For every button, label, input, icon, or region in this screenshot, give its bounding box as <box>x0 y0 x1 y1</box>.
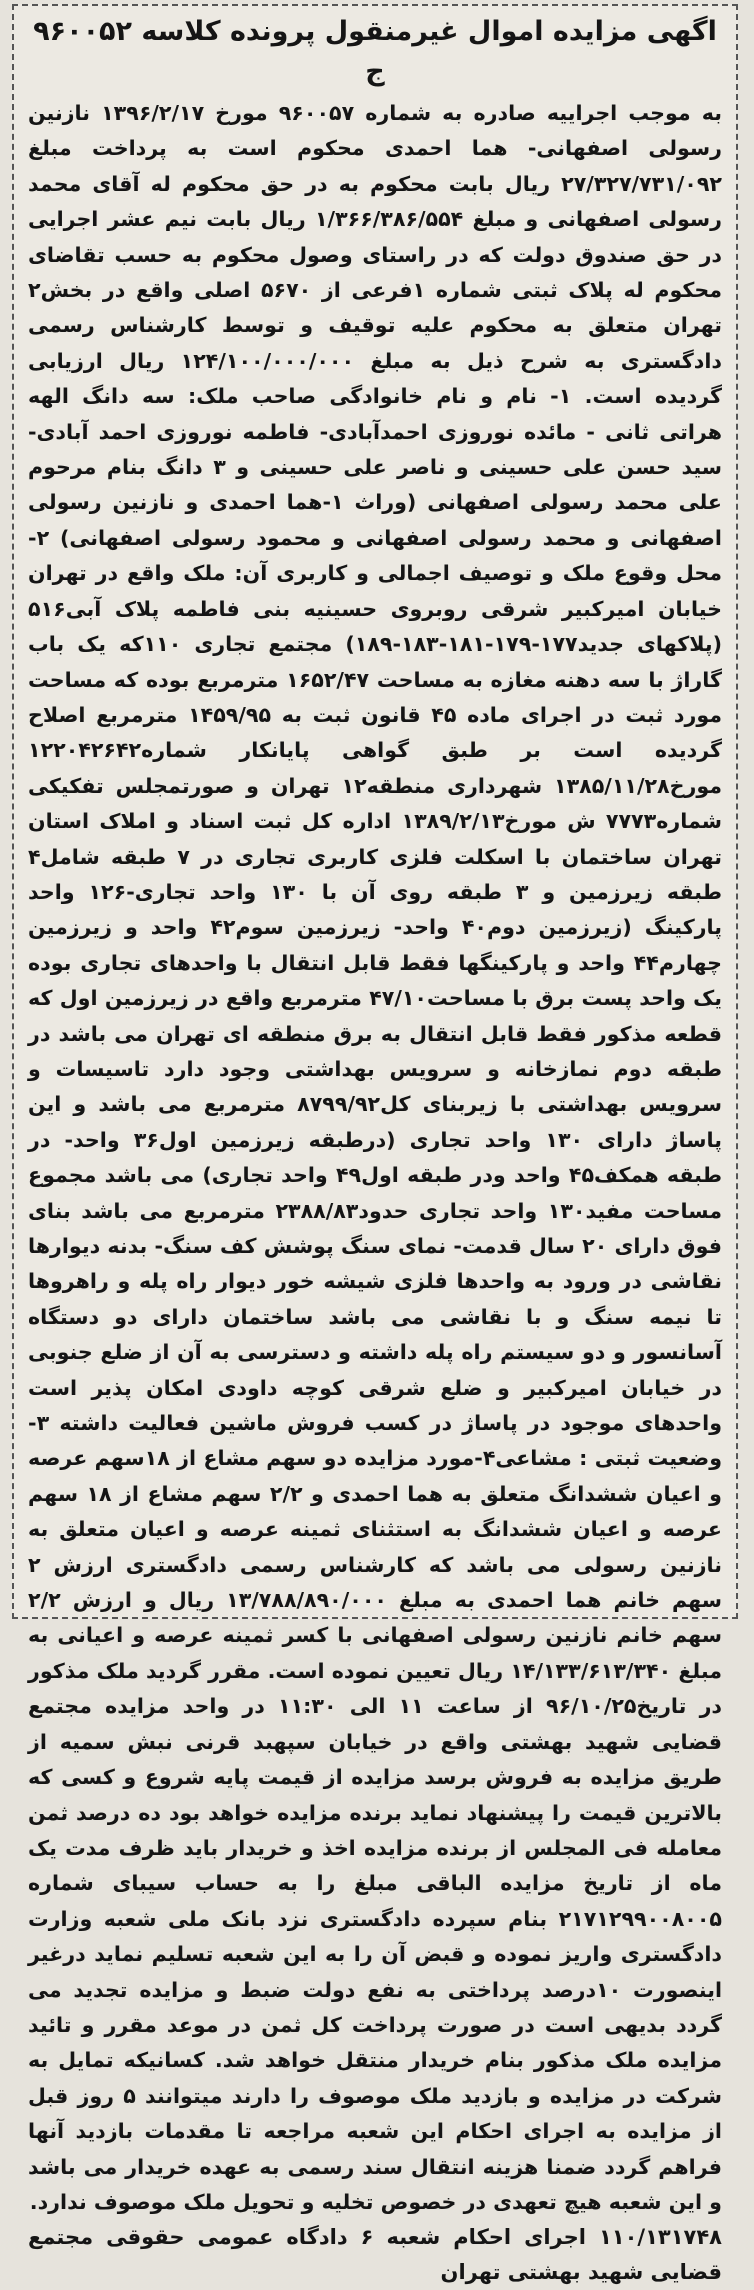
notice-clipping <box>12 4 738 2285</box>
notice-title: اگهی مزایده اموال غیرمنقول پرونده کلاسه ۹۶۰۰۵۲ ج <box>33 16 717 87</box>
notice-signature: ۱۱۰/۱۳۱۷۴۸ اجرای احکام شعبه ۶ دادگاه عمومی حقوقی مجتمع قضایی شهید بهشتی تهران <box>28 2225 722 2285</box>
notice-body: به موجب اجراییه صادره به شماره ۹۶۰۰۵۷ مورخ ۱۳۹۶/۲/۱۷ نازنین رسولی اصفهانی- هما احمدی محکوم است به پرداخت مبلغ ۲۷/۳۲۷/۷۳۱/۰۹۲ ریال بابت محکوم به در حق محکوم له آقای محمد رسولی اصفهانی و مبلغ ۱/۳۶۶/۳۸۶/۵۵۴ ریال بابت نیم عشر اجرایی در حق صندوق دولت که در راستای وصول محکوم به حسب تقاضای محکوم له پلاک ثبتی شماره ۱فرعی از ۵۶۷۰ اصلی واقع در بخش۲ تهران متعلق به محکوم علیه توقیف و توسط کارشناس رسمی دادگستری به شرح ذیل به مبلغ ۱۲۴/۱۰۰/۰۰۰/۰۰۰ ریال ارزیابی گردیده است. ۱- نام و نام خانوادگی صاحب ملک: سه دانگ الهه هراتی ثانی - مائده نوروزی احمدآبادی- فاطمه نوروزی احمد آبادی- سید حسن علی حسینی و ناصر علی حسینی و ۳ دانگ بنام مرحوم علی محمد رسولی اصفهانی (وراث ۱-هما احمدی و نازنین رسولی اصفهانی و محمد رسولی اصفهانی و محمود رسولی اصفهانی) ۲- محل وقوع ملک و توصیف اجمالی و کاربری آن: ملک واقع در تهران خیابان امیرکبیر شرقی روبروی حسینیه بنی فاطمه پلاک آبی۵۱۶ (پلاکهای جدید۱۷۷-۱۷۹-۱۸۱-۱۸۳-۱۸۹) مجتمع تجاری ۱۱۰که یک باب گاراژ با سه دهنه مغازه به مساحت ۱۶۵۲/۴۷ مترمربع بوده که مساحت مورد ثبت در اجرای ماده ۴۵ قانون ثبت به ۱۴۵۹/۹۵ مترمربع اصلاح گردیده است بر طبق گواهی پایانکار شماره۱۲۲۰۴۲۶۴۲ مورخ۱۳۸۵/۱۱/۲۸ شهرداری منطقه۱۲ تهران و صورتمجلس تفکیکی شماره۷۷۷۳ ش مورخ۱۳۸۹/۲/۱۳ اداره کل ثبت اسناد و املاک استان تهران ساختمان با اسکلت فلزی کاربری تجاری در ۷ طبقه شامل۴ طبقه زیرزمین و ۳ طبقه روی آن با ۱۳۰ واحد تجاری-۱۲۶ واحد پارکینگ (زیرزمین دوم۴۰ واحد- زیرزمین سوم۴۲ واحد و زیرزمین چهارم۴۴ واحد و پارکینگها فقط قابل انتقال با واحدهای تجاری بوده یک واحد پست برق با مساحت۴۷/۱۰ مترمربع واقع در زیرزمین اول که قطعه مذکور فقط قابل انتقال به برق منطقه ای تهران می باشد در طبقه دوم نمازخانه و سرویس بهداشتی وجود دارد تاسیسات و سرویس بهداشتی با زیربنای کل۸۷۹۹/۹۲ مترمربع می باشد و این پاساژ دارای ۱۳۰ واحد تجاری (درطبقه زیرزمین اول۳۶ واحد- در طبقه همکف۴۵ واحد ودر طبقه اول۴۹ واحد تجاری) می باشد مجموع مساحت مفید۱۳۰ واحد تجاری حدود۲۳۸۸/۸۳ مترمربع می باشد بنای فوق دارای ۲۰ سال قدمت- نمای سنگ پوشش کف سنگ- بدنه دیوارها نقاشی در ورود به واحدها فلزی شیشه خور دیوار راه پله و راهروها تا نیمه سنگ و با نقاشی می باشد ساختمان دارای دو دستگاه آسانسور و دو سیستم راه پله داشته و دسترسی به آن از ضلع جنوبی در خیابان امیرکبیر و ضلع شرقی کوچه داودی امکان پذیر است واحدهای موجود در پاساژ در کسب فروش ماشین فعالیت داشته ۳-وضعیت ثبتی : مشاعی۴-مورد مزایده دو سهم مشاع از ۱۸سهم عرصه و اعیان ششدانگ متعلق به هما احمدی و ۲/۲ سهم مشاع از ۱۸ سهم عرصه و اعیان ششدانگ به استثنای ثمینه عرصه و اعیان متعلق به نازنین رسولی می باشد که کارشناس رسمی دادگستری ارزش ۲ سهم خانم هما احمدی به مبلغ ۱۳/۷۸۸/۸۹۰/۰۰۰ ریال و ارزش ۲/۲ سهم خانم نازنین رسولی اصفهانی با کسر ثمینه عرصه و اعیانی به مبلغ ۱۴/۱۳۳/۶۱۳/۳۴۰ ریال تعیین نموده است. مقرر گردید ملک مذکور در تاریخ۹۶/۱۰/۲۵ از ساعت ۱۱ الی ۱۱:۳۰ در واحد مزایده مجتمع قضایی شهید بهشتی واقع در خیابان سپهبد قرنی نبش سمیه از طریق مزایده به فروش برسد مزایده از قیمت پایه شروع و کسی که بالاترین قیمت را پیشنهاد نماید برنده مزایده خواهد بود ده درصد ثمن معامله فی المجلس از برنده مزایده اخذ و خریدار باید ظرف مدت یک ماه از تاریخ مزایده الباقی مبلغ را به حساب سیبای شماره ۲۱۷۱۲۹۹۰۰۸۰۰۵ بنام سپرده دادگستری نزد بانک ملی شعبه وزارت دادگستری واریز نموده و قبض آن را به این شعبه تسلیم نماید درغیر اینصورت ۱۰درصد پرداختی به نفع دولت ضبط و مزایده تجدید می گردد بدیهی است در صورت پرداخت کل ثمن در موعد مقرر و تائید مزایده ملک مذکور بنام خریدار منتقل خواهد شد. کسانیکه تمایل به شرکت در مزایده و بازدید ملک موصوف را دارند میتوانند ۵ روز قبل از مزایده به اجرای احکام این شعبه مراجعه تا مقدمات بازدید آنها فراهم گردد ضمنا هزینه انتقال سند رسمی به عهده خریدار می باشد و این شعبه هیچ تعهدی در خصوص تخلیه و تحویل ملک موصوف ندارد. <box>28 101 723 2214</box>
